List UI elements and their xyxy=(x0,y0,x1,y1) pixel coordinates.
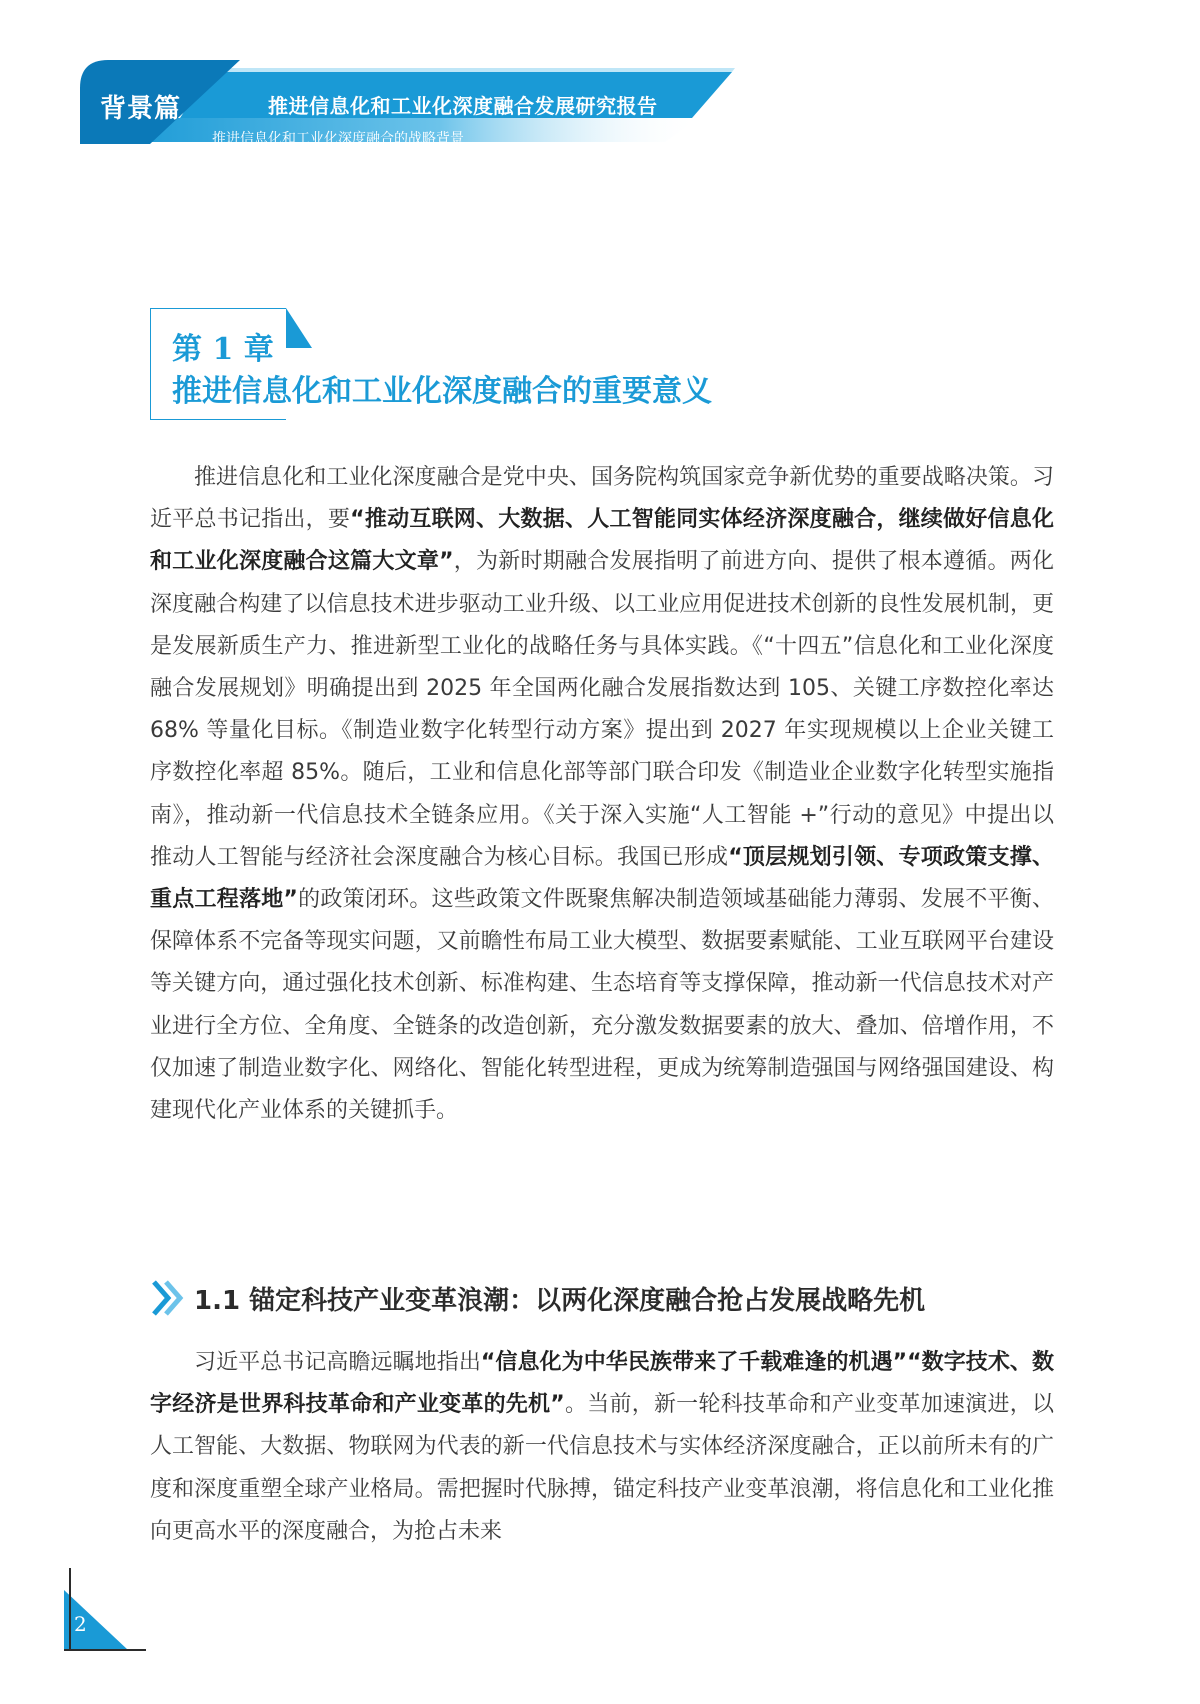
paragraph-text: 习近平总书记高瞻远瞩地指出 xyxy=(194,1350,481,1375)
emphasis-quote: “信息化为中华民族带来了千载难逢的机遇”“数字技术、数字经济是世界科技革命和产业变革的先机” xyxy=(150,1350,1054,1418)
page-number: 2 xyxy=(74,1612,87,1636)
paragraph-text: 推进信息化和工业化深度融合是党中央、国务院构筑国家竞争新优势的重要战略决策。习近平总书记指出，要 xyxy=(150,465,1054,533)
emphasis-quote: “顶层规划引领、专项政策支撑、重点工程落地” xyxy=(150,844,1054,913)
chapter-number: 第 1 章 xyxy=(172,332,274,367)
banner-subtitle: 推进信息化和工业化深度融合的战略背景 xyxy=(212,131,464,147)
double-chevron-icon xyxy=(150,1278,184,1318)
chapter-title: 推进信息化和工业化深度融合的重要意义 xyxy=(172,374,712,409)
header-banner xyxy=(80,60,800,160)
paragraph-text: ，为新时期融合发展指明了前进方向、提供了根本遵循。两化深度融合构建了以信息技术进步驱动工业升级、以工业应用促进技术创新的良性发展机制，更是发展新质生产力、推进新型工业化的战略任务与具体实践。《“十四五”信息化和工业化深度融合发展规划》明确提出到 2025 年全国两化融合发展指数达到 105、关键工序数控化率达 68% 等量化目标。《制造业数字化转型行动方案》提出到 2027 年实现规模以上企业关键工序数控化率超 85%。随后，工业和信息化部等部门联合印发《制造业企业数字化转型实施指南》，推动新一代信息技术全链条应用。《关于深入实施“人工智能 +”行动的意见》中提出以推动人工智能与经济社会深度融合为核心目标。我国已形成 xyxy=(150,549,1054,870)
emphasis-quote: “推动互联网、大数据、人工智能同实体经济深度融合，继续做好信息化和工业化深度融合这篇大文章” xyxy=(150,507,1054,575)
paragraph-text: 。当前，新一轮科技革命和产业变革加速演进，以人工智能、大数据、物联网为代表的新一代信息技术与实体经济深度融合，正以前所未有的广度和深度重塑全球产业格局。需把握时代脉搏，锚定科技产业变革浪潮，将信息化和工业化推向更高水平的深度融合，为抢占未来 xyxy=(150,1392,1054,1544)
body-paragraph xyxy=(150,1342,1054,1553)
chapter-heading xyxy=(150,308,770,420)
section-label: 背景篇 xyxy=(100,94,182,124)
report-title: 推进信息化和工业化深度融合发展研究报告 xyxy=(268,94,658,118)
section-title: 1.1 锚定科技产业变革浪潮：以两化深度融合抢占发展战略先机 xyxy=(194,1286,926,1316)
body-paragraph xyxy=(150,457,1054,1132)
paragraph-text: 的政策闭环。这些政策文件既聚焦解决制造领域基础能力薄弱、发展不平衡、保障体系不完备等现实问题，又前瞻性布局工业大模型、数据要素赋能、工业互联网平台建设等关键方向，通过强化技术创新、标准构建、生态培育等支撑保障，推动新一代信息技术对产业进行全方位、全角度、全链条的改造创新，充分激发数据要素的放大、叠加、倍增作用，不仅加速了制造业数字化、网络化、智能化转型进程，更成为统筹制造强国与网络强国建设、构建现代化产业体系的关键抓手。 xyxy=(150,887,1054,1124)
